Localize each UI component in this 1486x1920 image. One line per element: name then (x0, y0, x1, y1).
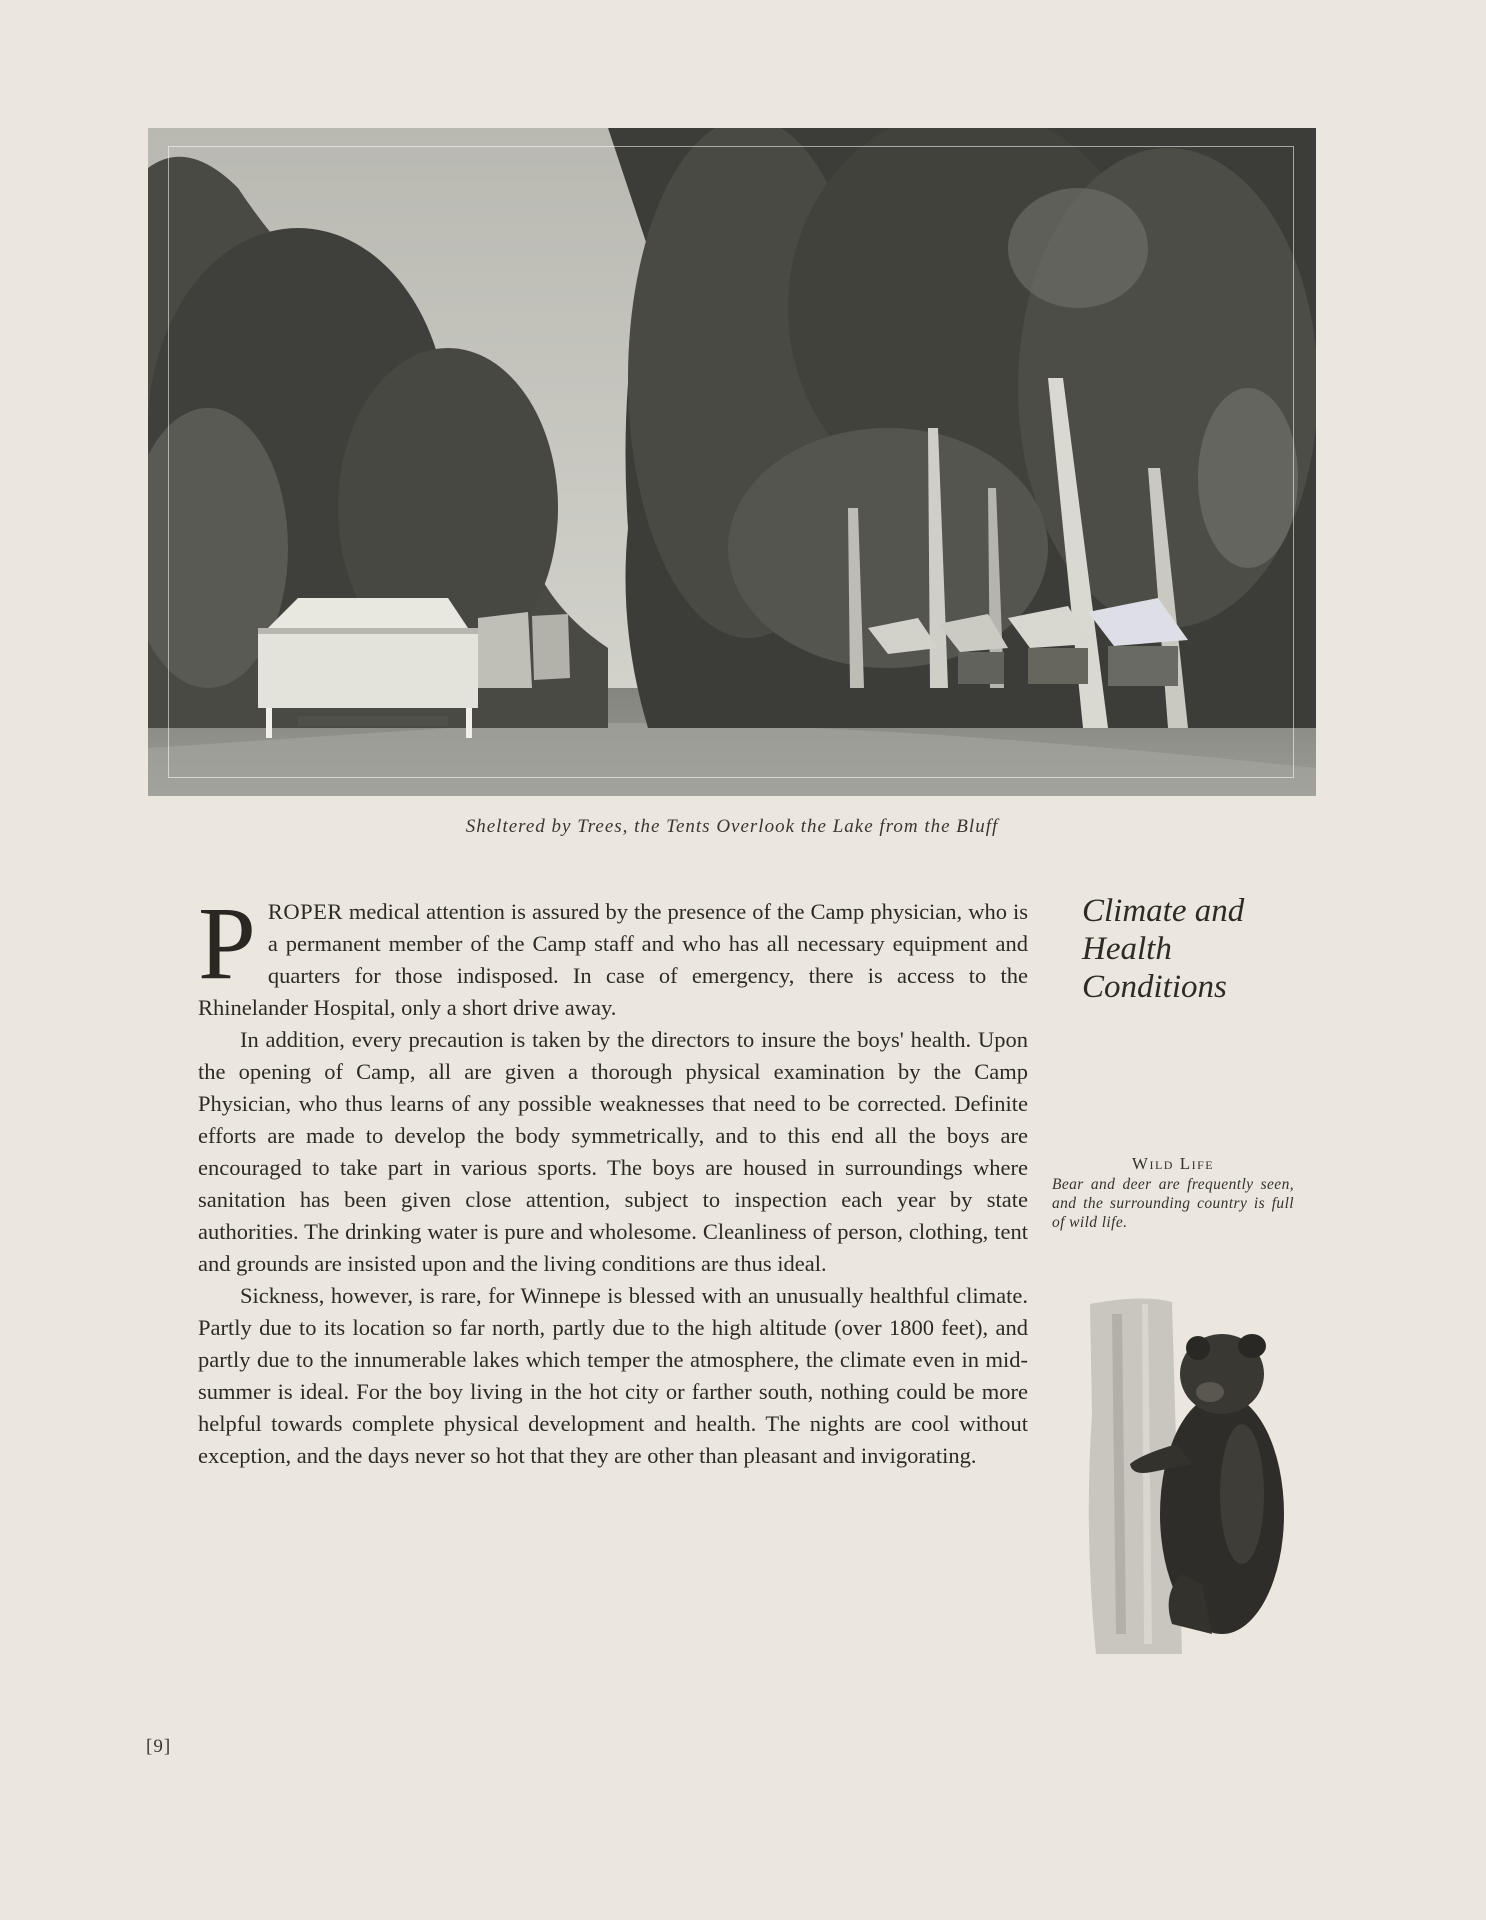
article-paragraph-2: In addition, every precaution is taken by the directors to insure the boys' health. Upon the opening of Camp, all are given a thorough physical examination by the Camp Physician, who thus learns of any possible weaknesses that need to be corrected. Definite efforts are made to develop the body symmetrically, and to this end all the boys are encouraged to take part in various sports. The boys are housed in surroundings where sanitation has been given close attention, subject to inspection each year by state authorities. The drinking water is pure and wholesome. Cleanliness of person, clothing, tent and grounds are insisted upon and the living conditions are thus ideal. (198, 1027, 1028, 1276)
camp-tents-photo (148, 128, 1316, 796)
sidebar-heading-line-2: Health (1082, 931, 1172, 967)
article-paragraph-3: Sickness, however, is rare, for Winnepe is blessed with an unusually healthful climate. Partly due to its location so far north, partly due to the high altitude (over 1800 feet), and partly due to the innumerable lakes which temper the atmosphere, the climate even in mid-summer is ideal. For the boy living in the hot city or farther south, nothing could be more helpful towards complete physical development and health. The nights are cool without exception, and the days never so hot that they are other than pleasant and invigorating. (198, 1283, 1028, 1468)
wild-life-note (1052, 1154, 1294, 1232)
bear-photo (1082, 1294, 1288, 1654)
article-body (198, 886, 1028, 1472)
drop-cap: P (198, 886, 256, 1001)
page-number: [9] (146, 1736, 172, 1757)
lead-word: ROPER (267, 899, 343, 924)
wild-life-title: Wild Life (1131, 1154, 1215, 1173)
wild-life-text: Bear and deer are frequently seen, and the surrounding country is full of wild life. (1052, 1176, 1294, 1231)
sidebar-heading-line-1: Climate and (1082, 893, 1245, 929)
paragraph-1-text: medical attention is assured by the presence of the Camp physician, who is a permanent member of the Camp staff and who has all necessary equipment and quarters for those indisposed. In case of emergency, there is access to the Rhinelander Hospital, only a short drive away. (198, 899, 1028, 1020)
photo-caption: Sheltered by Trees, the Tents Overlook the Lake from the Bluff (465, 816, 999, 837)
bear-photo-image (1082, 1294, 1288, 1654)
sidebar-heading (1082, 892, 1282, 1006)
article-paragraph-1 (198, 886, 1028, 1024)
camp-tents-photo-image (148, 128, 1316, 796)
sidebar-heading-line-3: Conditions (1082, 969, 1227, 1005)
